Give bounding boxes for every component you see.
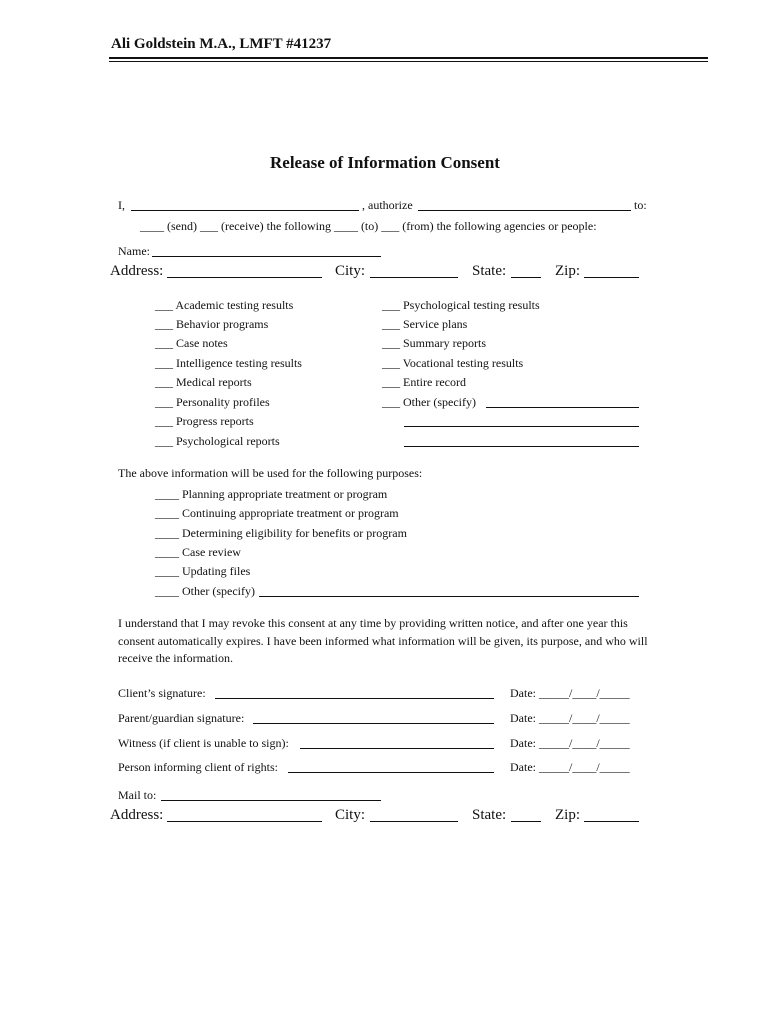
zip-label: Zip: [555, 263, 580, 279]
informer-signature-line[interactable] [288, 772, 494, 773]
mail-city-line[interactable] [370, 821, 458, 822]
client-signature-line[interactable] [215, 698, 494, 699]
mail-address-line[interactable] [167, 821, 322, 822]
state-label: State: [472, 263, 507, 279]
informer-signature-label: Person informing client of rights: [118, 760, 278, 774]
record-item[interactable]: ___ Psychological reports [155, 434, 280, 448]
header-rule-thin [109, 61, 708, 62]
record-item[interactable]: ___ Academic testing results [155, 298, 294, 312]
other-purpose-line[interactable] [259, 596, 639, 597]
state-line[interactable] [511, 277, 541, 278]
mail-to-label: Mail to: [118, 788, 157, 802]
guardian-signature-date[interactable]: Date: _____/____/_____ [510, 711, 630, 725]
city-line[interactable] [370, 277, 458, 278]
record-item[interactable]: ___ Vocational testing results [382, 356, 524, 370]
record-item[interactable]: ___ Behavior programs [155, 317, 269, 331]
send-receive-row: ____ (send) ___ (receive) the following ____ (to) ___ (from) the following agencies or people: [140, 219, 597, 233]
city-label: City: [335, 263, 366, 279]
client-name-line[interactable] [131, 210, 359, 211]
guardian-signature-line[interactable] [253, 723, 494, 724]
witness-signature-date[interactable]: Date: _____/____/_____ [510, 736, 630, 750]
authorize-prefix: I, [118, 198, 125, 212]
purpose-item[interactable]: ____ Case review [155, 545, 241, 559]
practitioner-header: Ali Goldstein M.A., LMFT #41237 [111, 36, 332, 52]
mail-zip-line[interactable] [584, 821, 639, 822]
informer-signature-date[interactable]: Date: _____/____/_____ [510, 760, 630, 774]
guardian-signature-label: Parent/guardian signature: [118, 711, 245, 725]
purposes-heading: The above information will be used for the following purposes: [118, 466, 423, 480]
mail-state-line[interactable] [511, 821, 541, 822]
authorized-party-line[interactable] [418, 210, 631, 211]
witness-signature-label: Witness (if client is unable to sign): [118, 736, 289, 750]
purpose-item[interactable]: ____ Updating files [155, 564, 251, 578]
witness-signature-line[interactable] [300, 748, 494, 749]
to-label: to: [634, 198, 647, 212]
other-records-line[interactable] [404, 446, 639, 447]
other-records-line[interactable] [486, 407, 639, 408]
purpose-item-other[interactable]: ____ Other (specify) [155, 584, 255, 598]
zip-line[interactable] [584, 277, 639, 278]
authorize-label: , authorize [362, 198, 413, 212]
other-records-line[interactable] [404, 426, 639, 427]
record-item[interactable]: ___ Service plans [382, 317, 468, 331]
purpose-item[interactable]: ____ Determining eligibility for benefits or program [155, 526, 407, 540]
address-label: Address: [110, 263, 164, 279]
header-rule-thick [109, 57, 708, 59]
record-item[interactable]: ___ Progress reports [155, 414, 254, 428]
record-item[interactable]: ___ Medical reports [155, 375, 252, 389]
record-item[interactable]: ___ Case notes [155, 336, 228, 350]
consent-paragraph: I understand that I may revoke this consent at any time by providing written notice, and after one year this consent automatically expires. I have been informed what information will be given, its purpose, and who will receive the information. [118, 616, 648, 665]
name-label: Name: [118, 244, 150, 258]
mail-state-label: State: [472, 807, 507, 823]
purpose-item[interactable]: ____ Planning appropriate treatment or program [155, 487, 388, 501]
address-line[interactable] [167, 277, 322, 278]
name-line[interactable] [152, 256, 381, 257]
purpose-item[interactable]: ____ Continuing appropriate treatment or program [155, 506, 399, 520]
mail-city-label: City: [335, 807, 366, 823]
form-title: Release of Information Consent [270, 153, 500, 172]
mail-address-label: Address: [110, 807, 164, 823]
mail-to-line[interactable] [161, 800, 381, 801]
record-item[interactable]: ___ Summary reports [382, 336, 486, 350]
record-item[interactable]: ___ Psychological testing results [382, 298, 540, 312]
client-signature-label: Client’s signature: [118, 686, 206, 700]
client-signature-date[interactable]: Date: _____/____/_____ [510, 686, 630, 700]
record-item-other[interactable]: ___ Other (specify) [382, 395, 476, 409]
mail-zip-label: Zip: [555, 807, 580, 823]
record-item[interactable]: ___ Intelligence testing results [155, 356, 302, 370]
record-item[interactable]: ___ Personality profiles [155, 395, 270, 409]
record-item[interactable]: ___ Entire record [382, 375, 466, 389]
